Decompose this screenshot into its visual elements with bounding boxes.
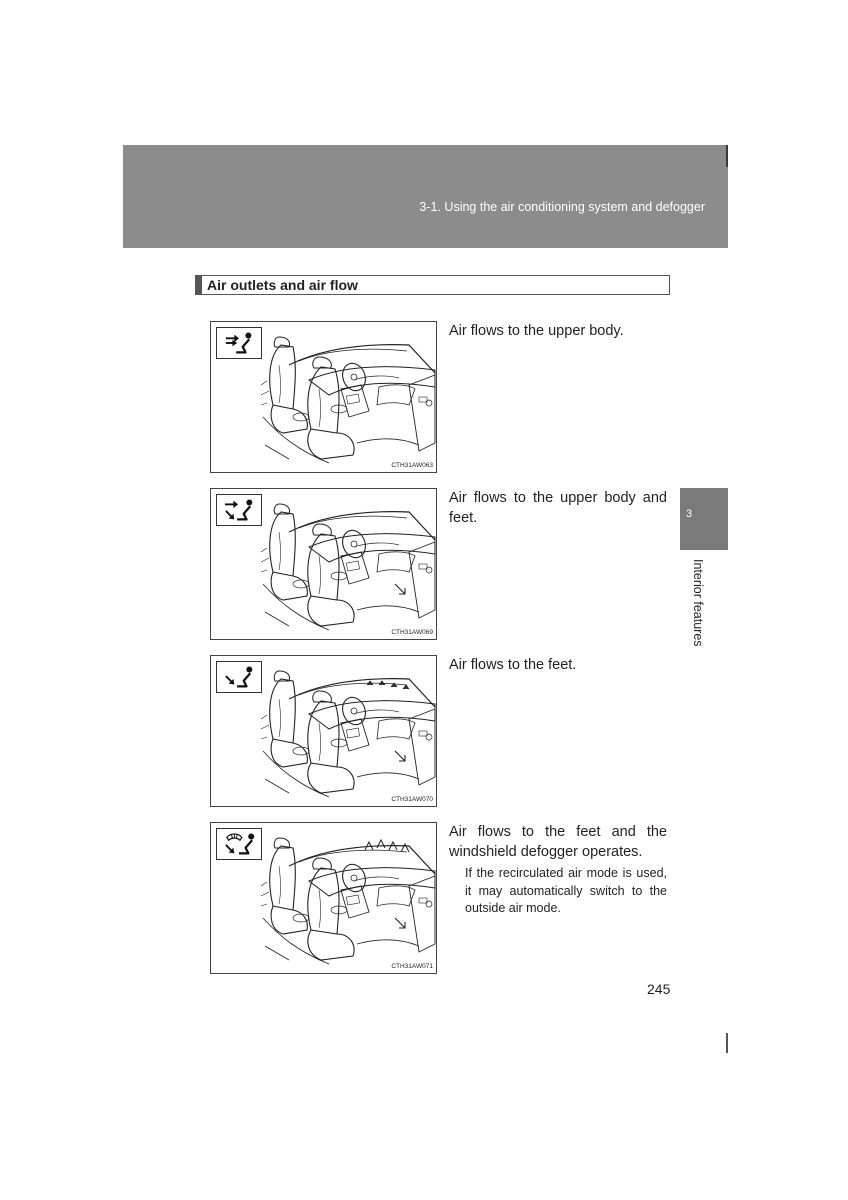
mode-note: If the recirculated air mode is used, it may automatically switch to the outside air mode. <box>465 866 667 915</box>
header-band <box>123 145 728 248</box>
mode-description: Air flows to the feet. <box>449 657 577 673</box>
chapter-tab <box>680 488 728 550</box>
section-heading-bar <box>196 276 202 294</box>
mode-description: Air flows to the feet and the windshield defogger operates. <box>449 824 667 860</box>
figure-code: CTH31AW071 <box>391 963 433 970</box>
cabin-illustration <box>259 325 437 465</box>
cabin-illustration <box>259 826 437 966</box>
airflow-figure <box>210 488 437 640</box>
floor-defrost-vent-icon <box>216 828 262 860</box>
page-tick-mark <box>726 1033 728 1053</box>
airflow-figure <box>210 822 437 974</box>
figure-code: CTH31AW063 <box>391 462 433 469</box>
mode-description: Air flows to the upper body. <box>449 323 624 339</box>
section-title: Air outlets and air flow <box>207 277 358 293</box>
bi-level-vent-icon <box>216 494 262 526</box>
cabin-illustration <box>259 492 437 632</box>
floor-vent-icon <box>216 661 262 693</box>
chapter-label: Interior features <box>691 559 705 647</box>
airflow-figure <box>210 655 437 807</box>
mode-description: Air flows to the upper body and feet. <box>449 490 667 526</box>
page-number: 245 <box>647 981 671 997</box>
airflow-figure <box>210 321 437 473</box>
section-heading <box>195 275 670 295</box>
chapter-number: 3 <box>686 508 693 520</box>
figure-code: CTH31AW070 <box>391 796 433 803</box>
face-vent-icon <box>216 327 262 359</box>
header-tick-mark <box>726 145 728 167</box>
breadcrumb: 3-1. Using the air conditioning system and defogger <box>419 200 705 214</box>
figure-code: CTH31AW069 <box>391 629 433 636</box>
cabin-illustration <box>259 659 437 799</box>
